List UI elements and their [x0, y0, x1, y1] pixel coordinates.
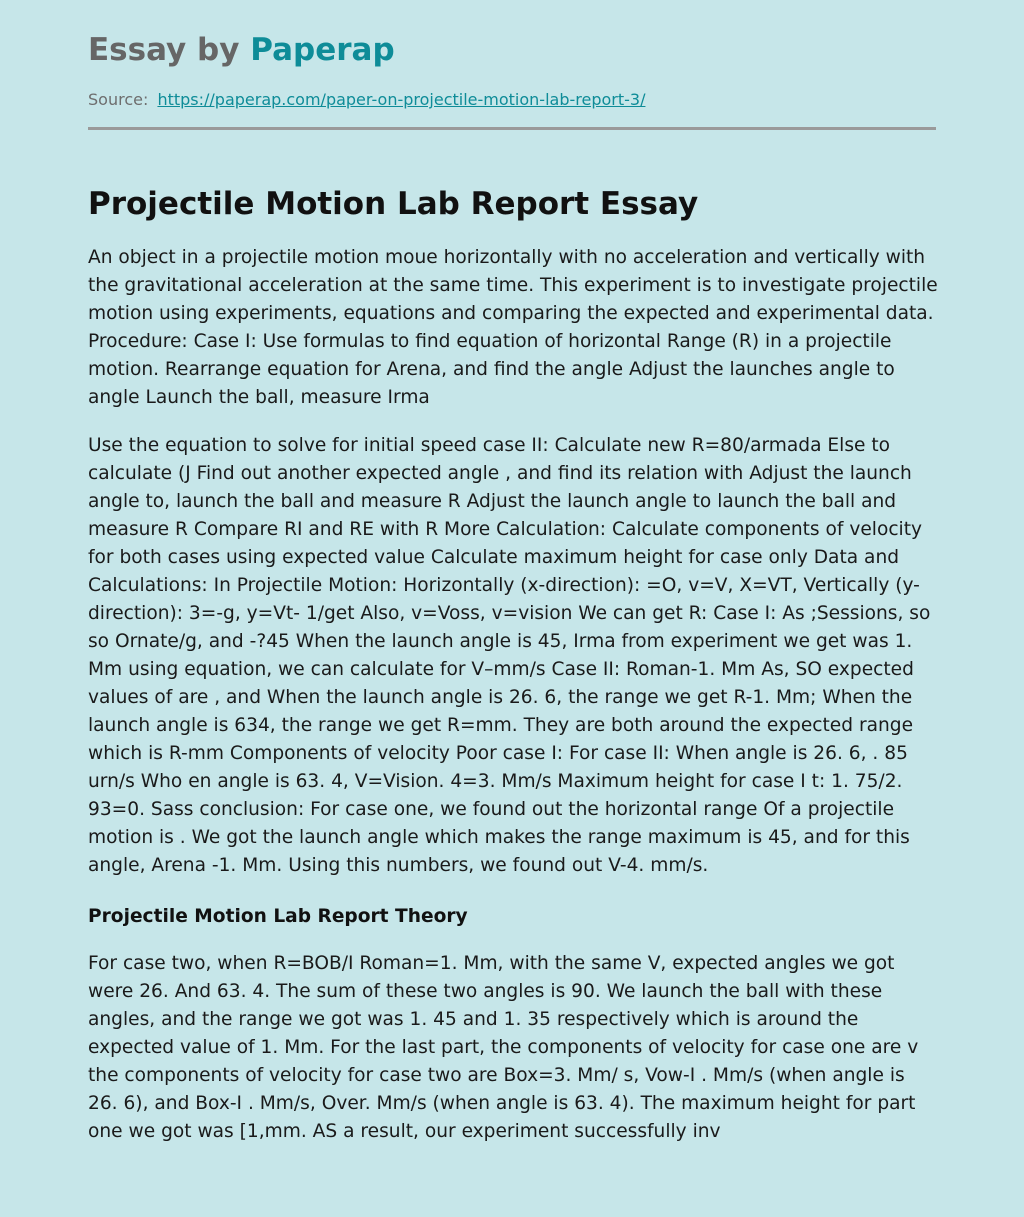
page-content	[88, 30, 938, 1146]
source-line	[88, 90, 938, 110]
page-title: Projectile Motion Lab Report Essay	[88, 186, 699, 222]
source-link[interactable]: https://paperap.com/paper-on-projectile-motion-lab-report-3/	[157, 90, 646, 109]
paragraph-calculations: Use the equation to solve for initial speed case II: Calculate new R=80/armada Else to calculate (J Find out another expected angle , and find its relation with Adjust the launch angle to, launch the ball and measure R Adjust the launch angle to launch the ball and measure R Compare RI and RE with R More Calculation: Calculate components of velocity for both cases using expected value Calculate maximum height for case only Data and Calculations: In Projectile Motion: Horizontally (x-direction): =O, v=V, X=VT, Vertically (y-direction): 3=-g, y=Vt- 1/get Also, v=Voss, v=vision We can get R: Case I: As ;Sessions, so so Ornate/g, and -?45 When the launch angle is 45, Irma from experiment we get was 1. Mm using equation, we can calculate for V–mm/s Case II: Roman-1. Mm As, SO expected values of are , and When the launch angle is 26. 6, the range we get R-1. Mm; When the launch angle is 634, the range we get R=mm. They are both around the expected range which is R-mm Components of velocity Poor case I: For case II: When angle is 26. 6, . 85 urn/s Who en angle is 63. 4, V=Vision. 4=3. Mm/s Maximum height for case I t: 1. 75/2. 93=0. Sass conclusion: For case one, we found out the horizontal range Of a projectile motion is . We got the launch angle which makes the range maximum is 45, and for this angle, Arena -1. Mm. Using this numbers, we found out V-4. mm/s.	[88, 435, 931, 876]
header-divider	[88, 127, 936, 130]
section-heading-theory: Projectile Motion Lab Report Theory	[88, 906, 468, 927]
brand-prefix: Essay by	[88, 32, 240, 68]
brand-name: Paperap	[250, 32, 395, 68]
site-brand[interactable]	[88, 30, 938, 70]
paragraph-intro: An object in a projectile motion moue horizontally with no acceleration and vertically with the gravitational acceleration at the same time. This experiment is to investigate projectile motion using experiments, equations and comparing the expected and experimental data. Procedure: Case I: Use formulas to find equation of horizontal Range (R) in a projectile motion. Rearrange equation for Arena, and find the angle Adjust the launches angle to angle Launch the ball, measure Irma	[88, 247, 938, 408]
paragraph-theory: For case two, when R=BOB/I Roman=1. Mm, with the same V, expected angles we got were 26. And 63. 4. The sum of these two angles is 90. We launch the ball with these angles, and the range we got was 1. 45 and 1. 35 respectively which is around the expected value of 1. Mm. For the last part, the components of velocity for case one are v the components of velocity for case two are Box=3. Mm/ s, Vow-I . Mm/s (when angle is 26. 6), and Box-I . Mm/s, Over. Mm/s (when angle is 63. 4). The maximum height for part one we got was [1,mm. AS a result, our experiment successfully inv	[88, 953, 919, 1142]
source-label: Source:	[88, 90, 149, 109]
